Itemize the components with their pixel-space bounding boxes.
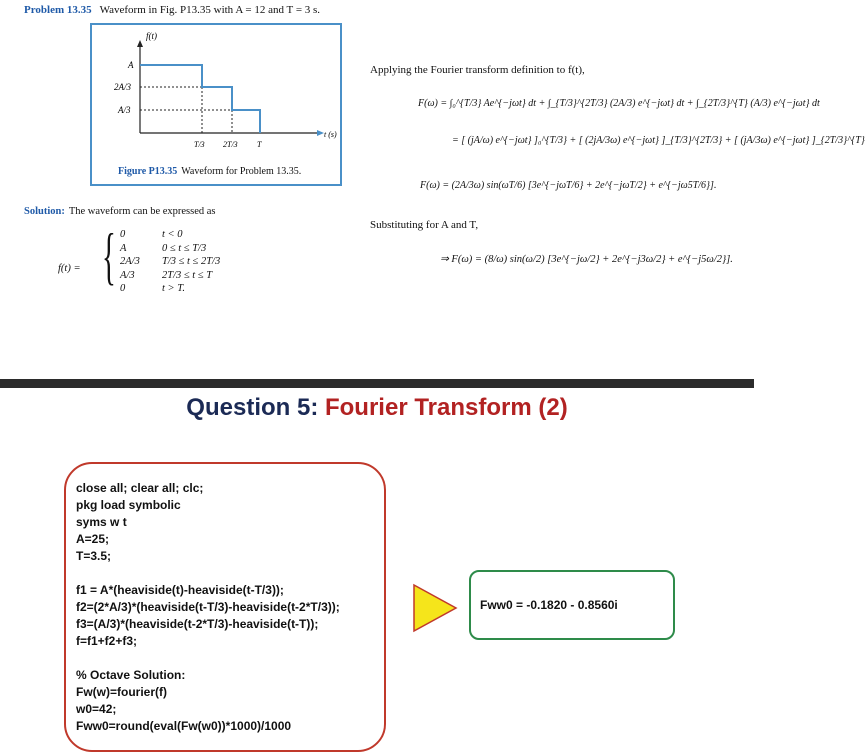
figure-caption [118, 166, 301, 177]
piecewise-case: A/3 2T/3 ≤ t ≤ T [120, 269, 213, 281]
slide-title [0, 394, 754, 422]
triangle-right-icon [412, 583, 458, 638]
problem-description: Waveform in Fig. P13.35 with A = 12 and T = 3 s. [99, 4, 321, 16]
x-tick-2t3: 2T/3 [223, 140, 238, 149]
piecewise-cases [120, 228, 220, 296]
x-axis-arrow-icon [317, 130, 324, 136]
piecewise-case: 2A/3 T/3 ≤ t ≤ 2T/3 [120, 256, 221, 267]
slide-title-main: Question 5: [186, 394, 325, 421]
code-line: Fw(w)=fourier(f) [76, 685, 167, 699]
piecewise-lhs: f(t) = [58, 263, 81, 274]
code-line: Fww0=round(eval(Fw(w0))*1000)/1000 [76, 719, 292, 733]
solution-text: The waveform can be expressed as [68, 206, 216, 217]
fourier-equation-4: ⇒ F(ω) = (8/ω) sin(ω/2) [3e^{−jω/2} + 2e^{−j3ω/2} + e^{−j5ω/2}]. [440, 254, 733, 265]
waveform-plot [92, 25, 340, 184]
code-line [76, 565, 384, 582]
substitution-text: Substituting for A and T, [370, 219, 479, 231]
problem-title [24, 4, 320, 16]
y-tick-a: A [128, 60, 134, 70]
waveform-line [140, 65, 260, 133]
solution-line [24, 206, 216, 217]
section-divider [0, 379, 754, 388]
result-text: Fww0 = -0.1820 - 0.8560i [480, 598, 618, 612]
x-tick-t3: T/3 [194, 140, 205, 149]
code-line: syms w t [76, 515, 127, 529]
code-line: % Octave Solution: [76, 668, 186, 682]
piecewise-case: 0 t < 0 [120, 229, 183, 240]
fourier-intro: Applying the Fourier transform definition to f(t), [370, 64, 585, 76]
code-line: f=f1+f2+f3; [76, 634, 138, 648]
y-tick-2a3: 2A/3 [114, 82, 131, 92]
code-line [76, 650, 384, 667]
x-axis-label: t (s) [324, 130, 337, 139]
problem-number: Problem 13.35 [24, 4, 92, 16]
solution-label: Solution: [24, 206, 65, 217]
y-tick-a3: A/3 [118, 105, 131, 115]
code-line: A=25; [76, 532, 110, 546]
piecewise-case: 0 t > T. [120, 283, 185, 294]
code-line: f3=(A/3)*(heaviside(t-2*T/3)-heaviside(t-T)); [76, 617, 319, 631]
fourier-equation-2: = [ (jA/ω) e^{−jωt} ]₀^{T/3} + [ (2jA/3ω) e^{−jωt} ]_{T/3}^{2T/3} + [ (jA/3ω) e^{−jωt} ]_{2T/3}^{T} [452, 135, 865, 146]
fourier-equation-1: F(ω) = ∫₀^{T/3} Ae^{−jωt} dt + ∫_{T/3}^{2T/3} (2A/3) e^{−jωt} dt + ∫_{2T/3}^{T} (A/3) e^{−jωt} dt [418, 98, 820, 109]
piecewise-case: A 0 ≤ t ≤ T/3 [120, 242, 207, 254]
figure-caption-label: Figure P13.35 [118, 166, 178, 177]
y-axis-arrow-icon [137, 40, 143, 47]
y-axis-label: f(t) [146, 31, 157, 41]
result-box [469, 570, 675, 640]
octave-code-box [64, 462, 386, 752]
slide-title-accent: Fourier Transform (2) [324, 394, 568, 421]
code-line: f1 = A*(heaviside(t)-heaviside(t-T/3)); [76, 583, 284, 597]
code-line: w0=42; [76, 702, 117, 716]
code-line: pkg load symbolic [76, 498, 181, 512]
code-line: T=3.5; [76, 549, 112, 563]
x-tick-t: T [257, 140, 262, 149]
code-line: close all; clear all; clc; [76, 481, 204, 495]
waveform-figure [90, 23, 342, 186]
figure-caption-text: Waveform for Problem 13.35. [181, 166, 302, 177]
piecewise-brace: { [102, 220, 116, 291]
code-line: f2=(2*A/3)*(heaviside(t-T/3)-heaviside(t-2*T/3)); [76, 600, 340, 614]
fourier-equation-3: F(ω) = (2A/3ω) sin(ωT/6) [3e^{−jωT/6} + 2e^{−jωT/2} + e^{−jω5T/6}]. [420, 180, 717, 191]
